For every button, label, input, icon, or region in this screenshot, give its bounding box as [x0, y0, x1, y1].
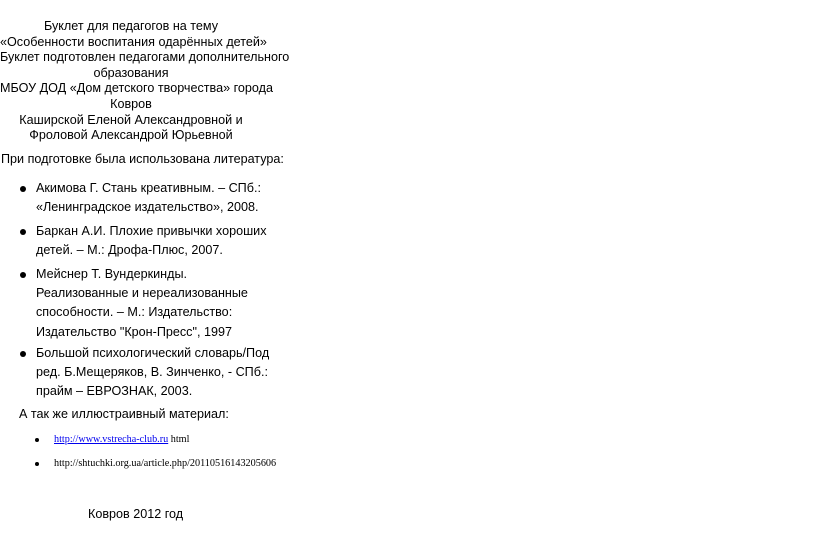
header-line: образования: [93, 65, 169, 80]
bullet-icon: [35, 462, 39, 466]
bullet-icon: [20, 351, 26, 357]
reference-line: Мейснер Т. Вундеркинды.: [36, 267, 187, 281]
shtuchki-url-text: http://shtuchki.org.ua/article.php/20110516143205606: [54, 458, 277, 469]
reference-item: [36, 179, 261, 217]
reference-line: Большой психологический словарь/Под: [36, 346, 270, 360]
bullet-icon: [20, 272, 26, 278]
header-line: Каширской Еленой Александровной и: [19, 112, 243, 127]
reference-line: прайм – ЕВРОЗНАК, 2003.: [36, 384, 193, 399]
link-suffix: html: [168, 434, 190, 445]
reference-line: способности. – М.: Издательство:: [36, 305, 233, 320]
reference-line: Издательство "Крон-Пресс", 1997: [36, 324, 232, 339]
header-line: Буклет для педагогов на тему: [43, 19, 219, 33]
reference-line: «Ленинградское издательство», 2008.: [36, 200, 259, 215]
bullet-icon: [20, 186, 26, 192]
header-line: Ковров: [110, 96, 152, 111]
header-line: «Особенности воспитания одарённых детей»: [0, 34, 267, 49]
vstrecha-club-link[interactable]: http://www.vstrecha-club.ru: [54, 434, 169, 445]
illustrative-material-heading: А так же иллюстраивный материал:: [19, 407, 229, 421]
bullet-icon: [20, 229, 26, 235]
reference-item: [36, 222, 267, 260]
link-item: [54, 433, 189, 446]
booklet-footer: Ковров 2012 год: [88, 507, 184, 521]
reference-line: Реализованные и нереализованные: [36, 286, 248, 301]
link-item: [54, 457, 276, 470]
reference-line: Баркан А.И. Плохие привычки хороших: [36, 224, 267, 238]
reference-line: ред. Б.Мещеряков, В. Зинченко, - СПб.:: [36, 365, 268, 380]
reference-item: [36, 265, 248, 342]
header-line: Буклет подготовлен педагогами дополнительного: [0, 50, 290, 65]
header-line: МБОУ ДОД «Дом детского творчества» города: [0, 81, 274, 96]
bullet-icon: [35, 438, 39, 442]
literature-intro: При подготовке была использована литература:: [1, 152, 284, 166]
reference-item: [36, 344, 269, 402]
reference-line: Акимова Г. Стань креативным. – СПб.:: [36, 181, 261, 195]
header-line: Фроловой Александрой Юрьевной: [29, 128, 233, 143]
reference-line: детей. – М.: Дрофа-Плюс, 2007.: [36, 243, 223, 258]
